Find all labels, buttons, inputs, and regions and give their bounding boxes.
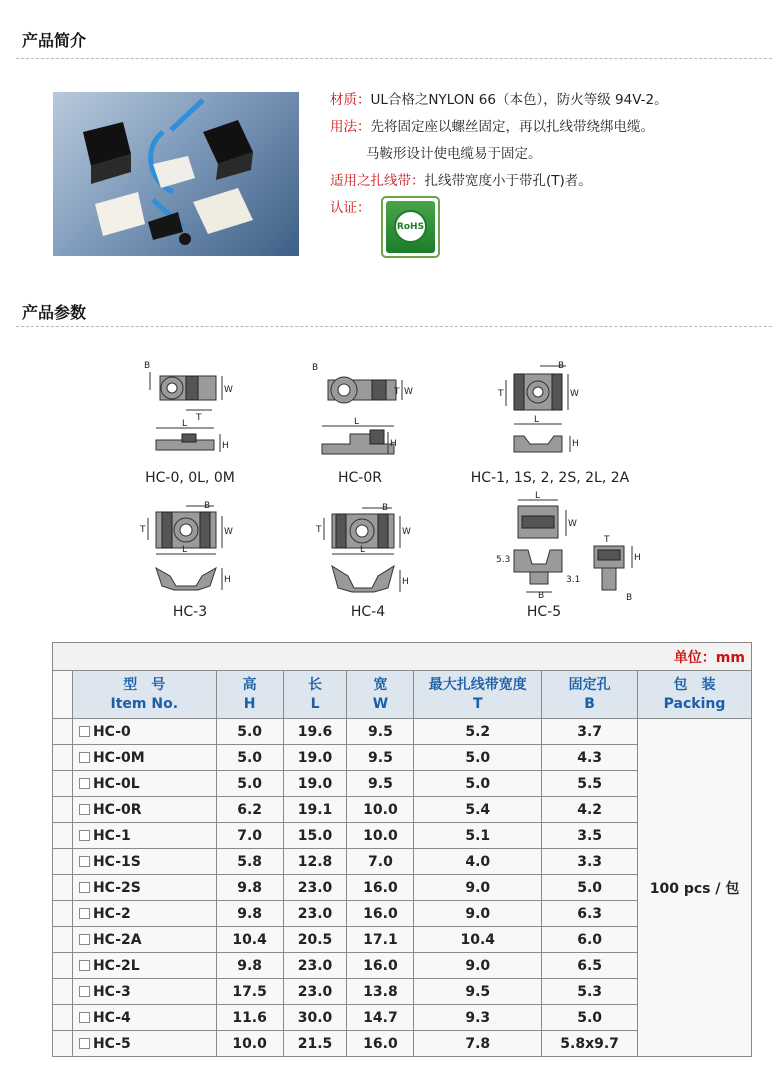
svg-text:B: B xyxy=(144,361,151,371)
svg-text:B: B xyxy=(312,363,319,373)
value-cell: 9.0 xyxy=(414,953,542,979)
drawing-label-hc-3: HC-3 xyxy=(172,604,208,620)
item-no: HC-0R xyxy=(92,801,142,818)
svg-text:B: B xyxy=(538,591,545,601)
value-cell: 3.3 xyxy=(542,849,638,875)
row-checkbox[interactable] xyxy=(79,934,90,945)
value-cell: 5.8x9.7 xyxy=(542,1031,638,1057)
item-cell[interactable] xyxy=(72,901,216,927)
row-checkbox[interactable] xyxy=(79,908,90,919)
drawing-label-hc-0r: HC-0R xyxy=(338,470,382,486)
usage-line xyxy=(330,114,668,141)
svg-text:T: T xyxy=(196,413,202,423)
item-no: HC-3 xyxy=(92,983,131,1000)
header-h: 高 H xyxy=(216,671,283,719)
value-cell: 19.1 xyxy=(283,797,347,823)
svg-text:W: W xyxy=(224,527,233,537)
rohs-text: RoHS xyxy=(394,210,427,243)
svg-text:T: T xyxy=(498,389,504,399)
value-cell: 9.5 xyxy=(414,979,542,1005)
value-cell: 16.0 xyxy=(347,1031,414,1057)
tie-text: 扎线带宽度小于带孔(T)者。 xyxy=(424,173,592,189)
value-cell: 16.0 xyxy=(347,953,414,979)
value-cell: 19.0 xyxy=(283,745,347,771)
value-cell: 4.3 xyxy=(542,745,638,771)
svg-text:W: W xyxy=(224,385,233,395)
table-row xyxy=(53,719,752,745)
value-cell: 15.0 xyxy=(283,823,347,849)
value-cell: 16.0 xyxy=(347,875,414,901)
value-cell: 3.5 xyxy=(542,823,638,849)
tie-line xyxy=(330,168,668,195)
header-row xyxy=(53,671,752,719)
value-cell: 5.3 xyxy=(542,979,638,1005)
value-cell: 30.0 xyxy=(283,1005,347,1031)
value-cell: 5.0 xyxy=(414,745,542,771)
svg-text:H: H xyxy=(224,575,231,585)
value-cell: 6.2 xyxy=(216,797,283,823)
drawing-label-hc-5: HC-5 xyxy=(526,604,562,620)
value-cell: 9.0 xyxy=(414,901,542,927)
header-w: 宽 W xyxy=(347,671,414,719)
usage-label: 用法： xyxy=(330,119,371,135)
drawing-hc-5 xyxy=(496,491,641,603)
item-cell[interactable] xyxy=(72,1005,216,1031)
svg-text:T: T xyxy=(604,535,610,545)
row-checkbox[interactable] xyxy=(79,1012,90,1023)
value-cell: 9.8 xyxy=(216,953,283,979)
svg-text:B: B xyxy=(382,503,389,513)
value-cell: 6.5 xyxy=(542,953,638,979)
drawing-label-hc-1: HC-1, 1S, 2, 2S, 2L, 2A xyxy=(470,470,630,486)
section-divider xyxy=(16,58,772,59)
svg-text:T: T xyxy=(394,387,400,397)
value-cell: 10.0 xyxy=(216,1031,283,1057)
row-checkbox[interactable] xyxy=(79,960,90,971)
value-cell: 10.0 xyxy=(347,797,414,823)
item-no: HC-2A xyxy=(92,931,142,948)
value-cell: 10.4 xyxy=(414,927,542,953)
value-cell: 11.6 xyxy=(216,1005,283,1031)
item-no: HC-4 xyxy=(92,1009,131,1026)
item-cell[interactable] xyxy=(72,719,216,745)
packing-cell: 100 pcs / 包 xyxy=(638,719,752,1057)
header-b: 固定孔 B xyxy=(542,671,638,719)
value-cell: 7.0 xyxy=(347,849,414,875)
svg-text:B: B xyxy=(558,361,565,371)
svg-text:5.3: 5.3 xyxy=(496,555,511,565)
row-checkbox[interactable] xyxy=(79,856,90,867)
item-no: HC-2 xyxy=(92,905,131,922)
value-cell: 6.3 xyxy=(542,901,638,927)
usage-line-2: 马鞍形设计使电缆易于固定。 xyxy=(366,146,542,162)
svg-text:L: L xyxy=(360,545,366,555)
header-packing: 包 装 Packing xyxy=(638,671,752,719)
item-cell[interactable] xyxy=(72,823,216,849)
rohs-badge-icon xyxy=(381,196,440,258)
row-checkbox[interactable] xyxy=(79,752,90,763)
item-cell[interactable] xyxy=(72,771,216,797)
value-cell: 5.8 xyxy=(216,849,283,875)
drawing-hc-3 xyxy=(139,501,233,590)
value-cell: 9.8 xyxy=(216,875,283,901)
svg-text:H: H xyxy=(402,577,409,587)
svg-text:W: W xyxy=(404,387,413,397)
item-cell[interactable] xyxy=(72,979,216,1005)
section-title-params: 产品参数 xyxy=(22,303,87,322)
value-cell: 19.0 xyxy=(283,771,347,797)
item-cell[interactable] xyxy=(72,875,216,901)
item-no: HC-1 xyxy=(92,827,131,844)
usage-text: 先将固定座以螺丝固定，再以扎线带绕绑电缆。 xyxy=(370,119,654,135)
item-no: HC-1S xyxy=(92,853,141,870)
value-cell: 5.5 xyxy=(542,771,638,797)
svg-text:H: H xyxy=(222,441,229,451)
value-cell: 13.8 xyxy=(347,979,414,1005)
svg-text:B: B xyxy=(626,593,633,603)
value-cell: 9.5 xyxy=(347,719,414,745)
value-cell: 17.5 xyxy=(216,979,283,1005)
item-cell[interactable] xyxy=(72,927,216,953)
svg-text:H: H xyxy=(390,439,397,449)
value-cell: 23.0 xyxy=(283,979,347,1005)
value-cell: 7.8 xyxy=(414,1031,542,1057)
unit-label: 单位：mm xyxy=(53,643,752,671)
value-cell: 10.0 xyxy=(347,823,414,849)
cert-label: 认证： xyxy=(330,200,371,216)
item-cell[interactable] xyxy=(72,953,216,979)
item-no: HC-2L xyxy=(92,957,140,974)
drawing-hc-0r xyxy=(312,363,413,454)
value-cell: 9.5 xyxy=(347,745,414,771)
value-cell: 12.8 xyxy=(283,849,347,875)
material-line xyxy=(330,87,668,114)
svg-text:W: W xyxy=(570,389,579,399)
value-cell: 4.2 xyxy=(542,797,638,823)
value-cell: 5.1 xyxy=(414,823,542,849)
header-l: 长 L xyxy=(283,671,347,719)
value-cell: 9.0 xyxy=(414,875,542,901)
svg-text:T: T xyxy=(316,525,322,535)
header-item: 型 号 Item No. xyxy=(72,671,216,719)
value-cell: 20.5 xyxy=(283,927,347,953)
item-no: HC-0M xyxy=(92,749,145,766)
svg-text:L: L xyxy=(182,419,188,429)
value-cell: 9.5 xyxy=(347,771,414,797)
svg-text:L: L xyxy=(535,491,541,501)
value-cell: 3.7 xyxy=(542,719,638,745)
svg-text:L: L xyxy=(182,545,188,555)
drawing-label-hc-4: HC-4 xyxy=(350,604,386,620)
item-no: HC-0 xyxy=(92,723,131,740)
value-cell: 5.0 xyxy=(216,745,283,771)
material-label: 材质： xyxy=(330,92,371,108)
value-cell: 10.4 xyxy=(216,927,283,953)
value-cell: 9.3 xyxy=(414,1005,542,1031)
tie-label: 适用之扎线带： xyxy=(330,173,425,189)
header-t: 最大扎线带宽度 T xyxy=(414,671,542,719)
value-cell: 16.0 xyxy=(347,901,414,927)
value-cell: 14.7 xyxy=(347,1005,414,1031)
drawing-label-hc-0: HC-0, 0L, 0M xyxy=(145,470,235,486)
value-cell: 5.0 xyxy=(216,771,283,797)
item-no: HC-5 xyxy=(92,1035,131,1052)
value-cell: 5.2 xyxy=(414,719,542,745)
row-checkbox[interactable] xyxy=(79,1038,90,1049)
row-checkbox[interactable] xyxy=(79,882,90,893)
product-photo xyxy=(53,92,299,256)
value-cell: 5.0 xyxy=(542,875,638,901)
value-cell: 5.0 xyxy=(542,1005,638,1031)
value-cell: 6.0 xyxy=(542,927,638,953)
drawing-hc-1 xyxy=(497,361,579,452)
item-cell[interactable] xyxy=(72,849,216,875)
section-title-intro: 产品简介 xyxy=(22,31,87,50)
item-cell[interactable] xyxy=(72,1031,216,1057)
drawing-hc-4 xyxy=(315,503,411,592)
row-checkbox[interactable] xyxy=(79,726,90,737)
value-cell: 19.6 xyxy=(283,719,347,745)
value-cell: 21.5 xyxy=(283,1031,347,1057)
value-cell: 9.8 xyxy=(216,901,283,927)
value-cell: 7.0 xyxy=(216,823,283,849)
row-checkbox[interactable] xyxy=(79,986,90,997)
item-cell[interactable] xyxy=(72,797,216,823)
value-cell: 5.0 xyxy=(216,719,283,745)
svg-text:L: L xyxy=(534,415,540,425)
svg-text:T: T xyxy=(140,525,146,535)
value-cell: 5.4 xyxy=(414,797,542,823)
svg-text:H: H xyxy=(572,439,579,449)
unit-row xyxy=(53,643,752,671)
row-checkbox[interactable] xyxy=(79,778,90,789)
svg-text:H: H xyxy=(634,553,641,563)
svg-text:L: L xyxy=(354,417,360,427)
item-no: HC-2S xyxy=(92,879,141,896)
svg-text:3.1: 3.1 xyxy=(566,575,581,585)
row-checkbox[interactable] xyxy=(79,804,90,815)
value-cell: 4.0 xyxy=(414,849,542,875)
row-checkbox[interactable] xyxy=(79,830,90,841)
svg-text:W: W xyxy=(568,519,577,529)
value-cell: 17.1 xyxy=(347,927,414,953)
value-cell: 23.0 xyxy=(283,953,347,979)
drawing-hc-0 xyxy=(144,361,233,452)
section-divider xyxy=(16,326,772,327)
svg-text:W: W xyxy=(402,527,411,537)
spec-table xyxy=(52,642,752,1057)
svg-text:B: B xyxy=(204,501,211,511)
material-text: UL合格之NYLON 66（本色），防火等级 94V-2。 xyxy=(370,92,668,108)
value-cell: 23.0 xyxy=(283,875,347,901)
value-cell: 5.0 xyxy=(414,771,542,797)
value-cell: 23.0 xyxy=(283,901,347,927)
item-cell[interactable] xyxy=(72,745,216,771)
item-no: HC-0L xyxy=(92,775,140,792)
